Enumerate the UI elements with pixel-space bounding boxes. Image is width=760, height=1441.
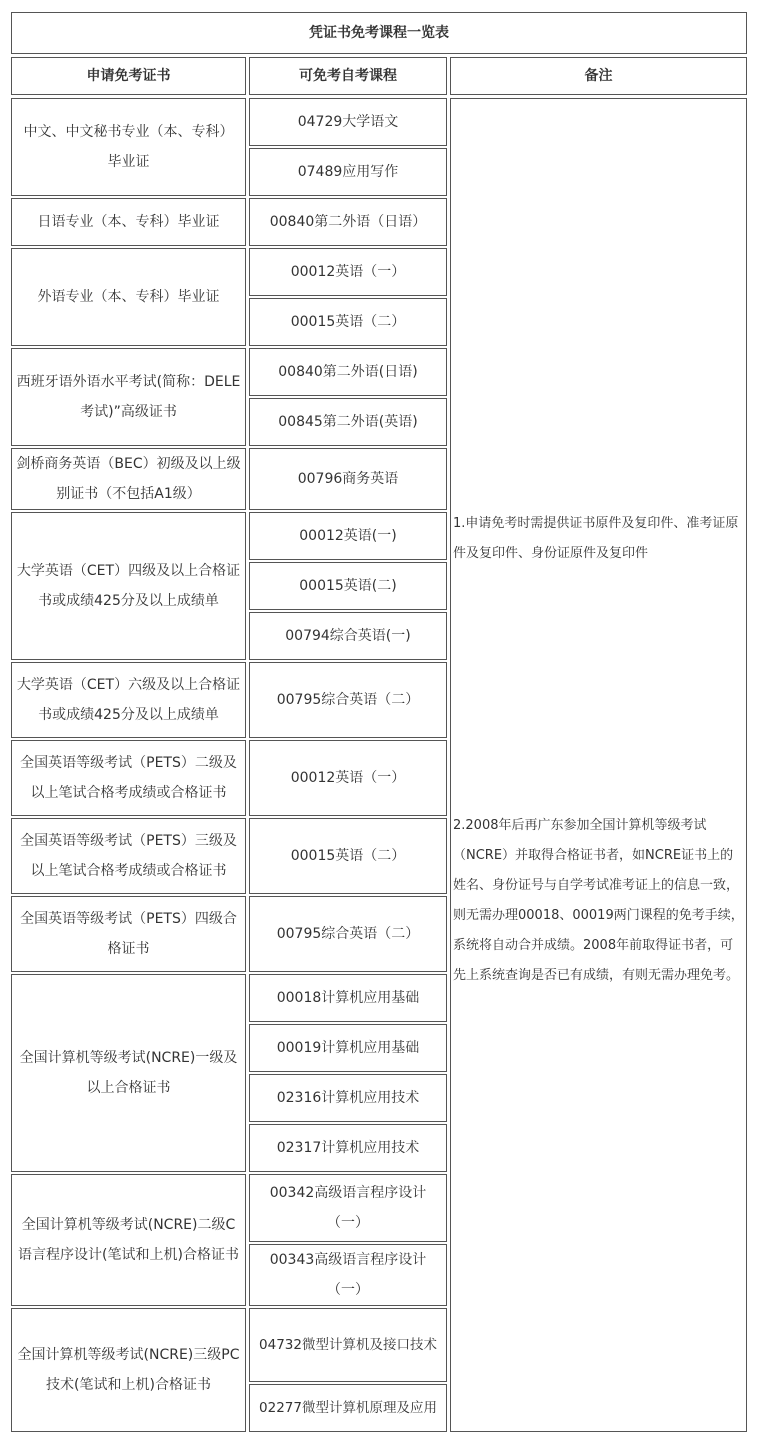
course-cell: [249, 1124, 447, 1172]
course-text: 00343高级语言程序设计（一）: [269, 1252, 427, 1298]
certificate-text: 日语专业（本、专科）毕业证: [37, 214, 220, 230]
certificate-cell: [11, 98, 246, 196]
certificate-cell: [11, 512, 246, 660]
certificate-text: 全国计算机等级考试(NCRE)一级及以上合格证书: [19, 1050, 238, 1096]
course-cell: [249, 1074, 447, 1122]
course-cell: [249, 740, 447, 816]
table-title-text: 凭证书免考课程一览表: [309, 25, 449, 41]
course-text: 00012英语（一）: [290, 264, 406, 280]
course-cell: [249, 1244, 447, 1306]
course-text: 00015英语（二）: [290, 314, 406, 330]
course-cell: [249, 662, 447, 738]
header-course: [249, 57, 447, 95]
course-cell: [249, 512, 447, 560]
course-text: 00796商务英语: [297, 471, 399, 487]
certificate-text: 西班牙语外语水平考试(简称：DELE考试)”高级证书: [16, 374, 241, 420]
certificate-cell: [11, 448, 246, 510]
certificate-cell: [11, 740, 246, 816]
certificate-cell: [11, 818, 246, 894]
course-text: 00019计算机应用基础: [276, 1040, 420, 1056]
course-cell: [249, 198, 447, 246]
course-cell: [249, 298, 447, 346]
certificate-cell: [11, 896, 246, 972]
course-text: 00015英语（二）: [290, 848, 406, 864]
course-text: 00012英语（一）: [290, 770, 406, 786]
course-cell: [249, 248, 447, 296]
course-cell: [249, 448, 447, 510]
course-text: 00342高级语言程序设计（一）: [269, 1185, 427, 1231]
course-text: 00840第二外语(日语): [278, 364, 418, 380]
certificate-text: 全国英语等级考试（PETS）三级及以上笔试合格考成绩或合格证书: [20, 833, 237, 879]
header-notes-text: 备注: [584, 68, 613, 84]
certificate-cell: [11, 348, 246, 446]
course-cell: [249, 612, 447, 660]
certificate-text: 剑桥商务英语（BEC）初级及以上级别证书（不包括A1级）: [16, 456, 241, 502]
certificate-text: 全国计算机等级考试(NCRE)三级PC技术(笔试和上机)合格证书: [17, 1347, 240, 1393]
header-notes: [450, 57, 747, 95]
certificate-text: 全国计算机等级考试(NCRE)二级C语言程序设计(笔试和上机)合格证书: [18, 1217, 239, 1263]
notes-cell: [450, 98, 747, 1432]
certificate-cell: [11, 198, 246, 246]
course-text: 00018计算机应用基础: [276, 990, 420, 1006]
course-cell: [249, 98, 447, 146]
course-text: 00840第二外语（日语）: [269, 214, 427, 230]
certificate-cell: [11, 662, 246, 738]
course-cell: [249, 1024, 447, 1072]
certificate-text: 全国英语等级考试（PETS）二级及以上笔试合格考成绩或合格证书: [20, 755, 237, 801]
course-cell: [249, 896, 447, 972]
header-certificate-text: 申请免考证书: [86, 68, 171, 84]
course-text: 07489应用写作: [297, 164, 399, 180]
course-cell: [249, 818, 447, 894]
note-2: 2.2008年后再广东参加全国计算机等级考试（NCRE）并取得合格证书者，如NCRE证书上的姓名、身份证号与自学考试准考证上的信息一致，则无需办理00018、00019两门课程的免考手续，系统将自动合并成绩。2008年前取得证书者，可先上系统查询是否已有成绩，有则无需办理免考。: [453, 818, 744, 983]
course-cell: [249, 148, 447, 196]
certificate-text: 大学英语（CET）六级及以上合格证书或成绩425分及以上成绩单: [16, 677, 241, 723]
header-certificate: [11, 57, 246, 95]
course-text: 02277微型计算机原理及应用: [259, 1400, 437, 1416]
note-1: 1.申请免考时需提供证书原件及复印件、准考证原件及复印件、身份证原件及复印件: [453, 516, 739, 561]
header-course-text: 可免考自考课程: [299, 68, 397, 84]
certificate-text: 大学英语（CET）四级及以上合格证书或成绩425分及以上成绩单: [16, 563, 241, 609]
course-cell: [249, 398, 447, 446]
course-text: 00845第二外语(英语): [278, 414, 418, 430]
course-cell: [249, 562, 447, 610]
course-cell: [249, 1308, 447, 1382]
certificate-cell: [11, 974, 246, 1172]
course-cell: [249, 1174, 447, 1242]
certificate-text: 中文、中文秘书专业（本、专科）毕业证: [23, 124, 234, 170]
course-text: 02317计算机应用技术: [276, 1140, 420, 1156]
course-text: 02316计算机应用技术: [276, 1090, 420, 1106]
course-text: 00795综合英语（二）: [276, 926, 420, 942]
certificate-text: 外语专业（本、专科）毕业证: [37, 289, 220, 305]
course-cell: [249, 1384, 447, 1432]
certificate-text: 全国英语等级考试（PETS）四级合格证书: [20, 911, 237, 957]
course-cell: [249, 348, 447, 396]
course-text: 00012英语(一): [299, 528, 397, 544]
course-text: 00015英语(二): [299, 578, 397, 594]
course-text: 00794综合英语(一): [285, 628, 411, 644]
course-text: 04732微型计算机及接口技术: [259, 1337, 437, 1353]
course-text: 00795综合英语（二）: [276, 692, 420, 708]
certificate-cell: [11, 248, 246, 346]
table-title: [11, 12, 747, 54]
certificate-cell: [11, 1174, 246, 1306]
course-text: 04729大学语文: [297, 114, 399, 130]
course-cell: [249, 974, 447, 1022]
certificate-cell: [11, 1308, 246, 1432]
